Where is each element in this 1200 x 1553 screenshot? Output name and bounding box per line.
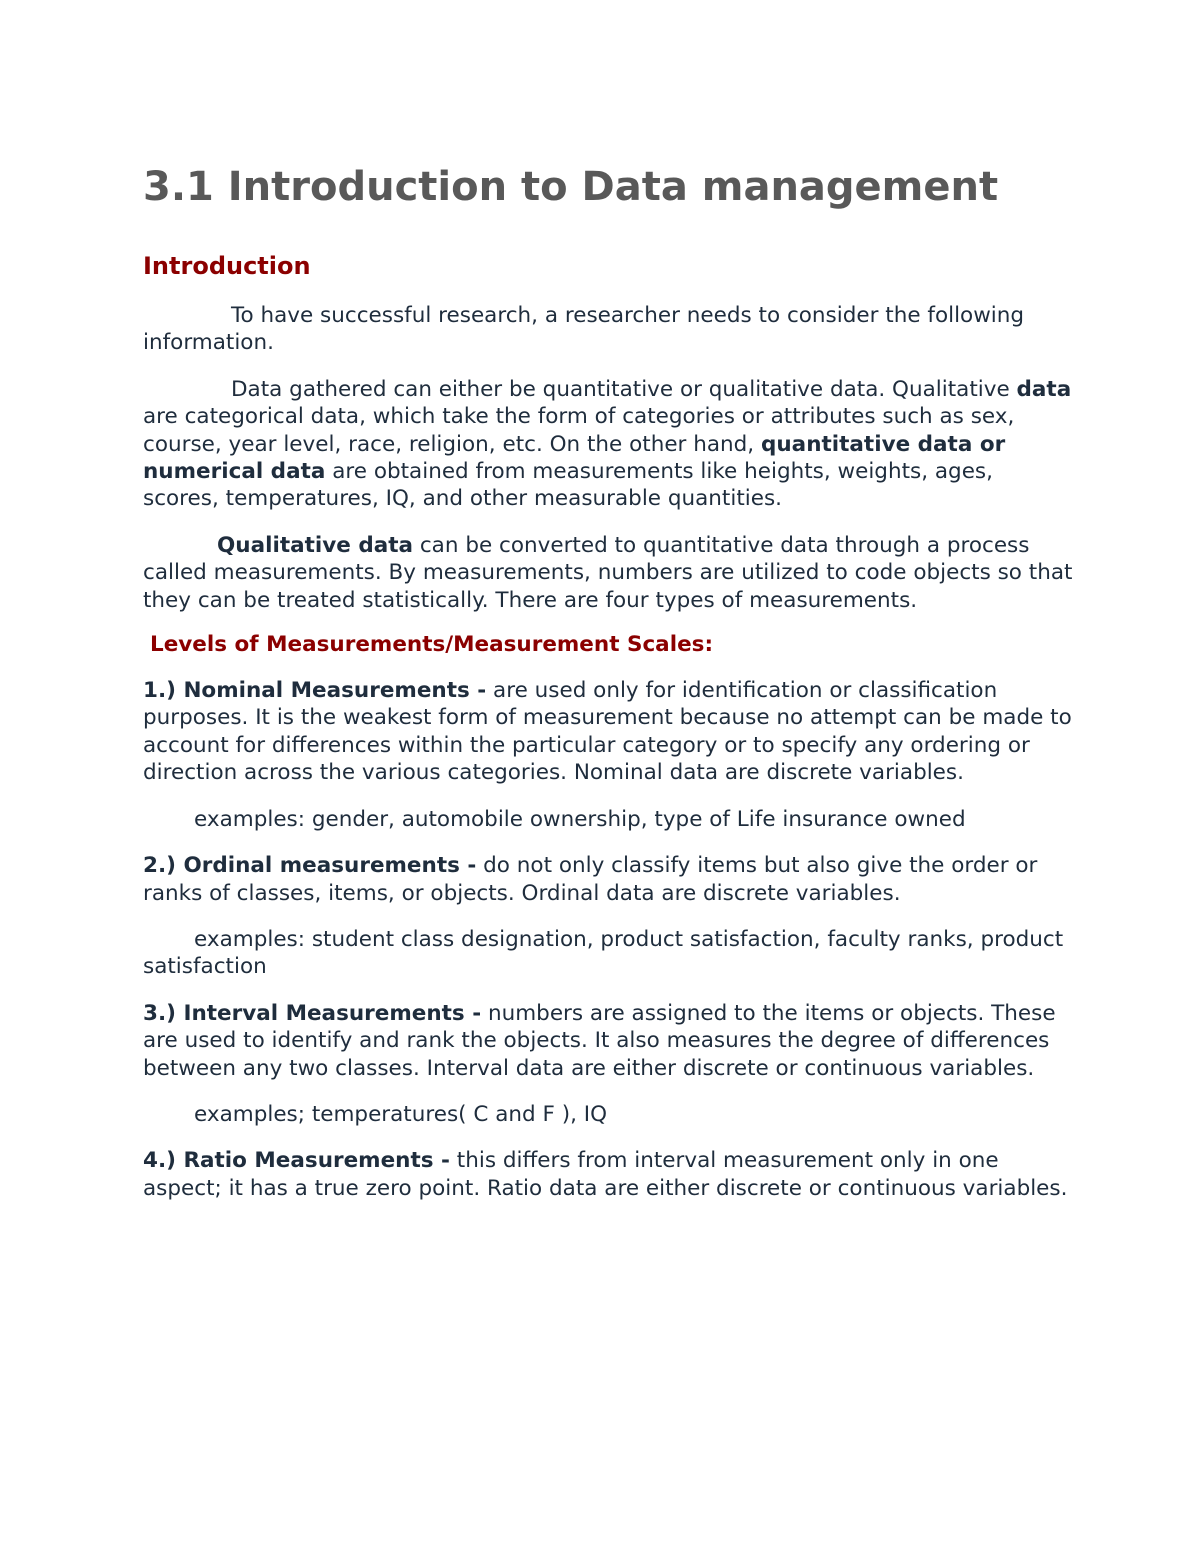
- level-term: 1.) Nominal Measurements -: [143, 678, 487, 704]
- intro-paragraph: To have successful research, a researcher needs to consider the following information.: [143, 303, 1025, 356]
- data-types-paragraph: Data gathered can either be quantitative or qualitative data. Qualitative data are categorical data, which take the form of categories or attributes such as sex, course, year level, race, religion, etc. On the other hand, quantitative data or numerical data are obtained from measurements like heights, weights, ages, scores, temperatures, IQ, and other measurable quantities.: [143, 376, 1072, 512]
- bold-term: Qualitative data: [217, 532, 414, 558]
- bold-term: quantitative data or numerical data: [143, 431, 1006, 485]
- level-ordinal: 2.) Ordinal measurements - do not only classify items but also give the order or ranks of classes, items, or objects. Ordinal data are discrete variables.: [143, 853, 1038, 906]
- level-term: 4.) Ratio Measurements -: [143, 1148, 450, 1174]
- level-nominal: 1.) Nominal Measurements - are used only for identification or classification purposes. It is the weakest form of measurement because no attempt can be made to account for differences within the particular category or to specify any ordering or direction across the various categories. Nominal data are discrete variables.: [143, 678, 1072, 786]
- introduction-heading: Introduction: [143, 252, 311, 280]
- level-nominal-examples: examples: gender, automobile ownership, type of Life insurance owned: [194, 806, 966, 832]
- level-term: 3.) Interval Measurements -: [143, 1000, 482, 1026]
- level-ratio: 4.) Ratio Measurements - this differs from interval measurement only in one aspect; it has a true zero point. Ratio data are either discrete or continuous variables.: [143, 1148, 1068, 1201]
- levels-heading: Levels of Measurements/Measurement Scales:: [150, 632, 714, 658]
- level-ordinal-examples: examples: student class designation, product satisfaction, faculty ranks, product satisfaction: [143, 926, 1064, 980]
- level-interval-examples: examples; temperatures( C and F ), IQ: [194, 1101, 608, 1127]
- level-interval: 3.) Interval Measurements - numbers are assigned to the items or objects. These are used to identify and rank the objects. It also measures the degree of differences between any two classes. Interval data are either discrete or continuous variables.: [143, 1000, 1056, 1081]
- bold-term: data: [1016, 376, 1072, 402]
- measurement-paragraph: Qualitative data can be converted to quantitative data through a process called measurements. By measurements, numbers are utilized to code objects so that they can be treated statistically. There are four types of measurements.: [143, 532, 1073, 613]
- document-body: [143, 160, 1073, 1202]
- level-term: 2.) Ordinal measurements -: [143, 853, 477, 879]
- document-title: 3.1 Introduction to Data management: [143, 164, 999, 210]
